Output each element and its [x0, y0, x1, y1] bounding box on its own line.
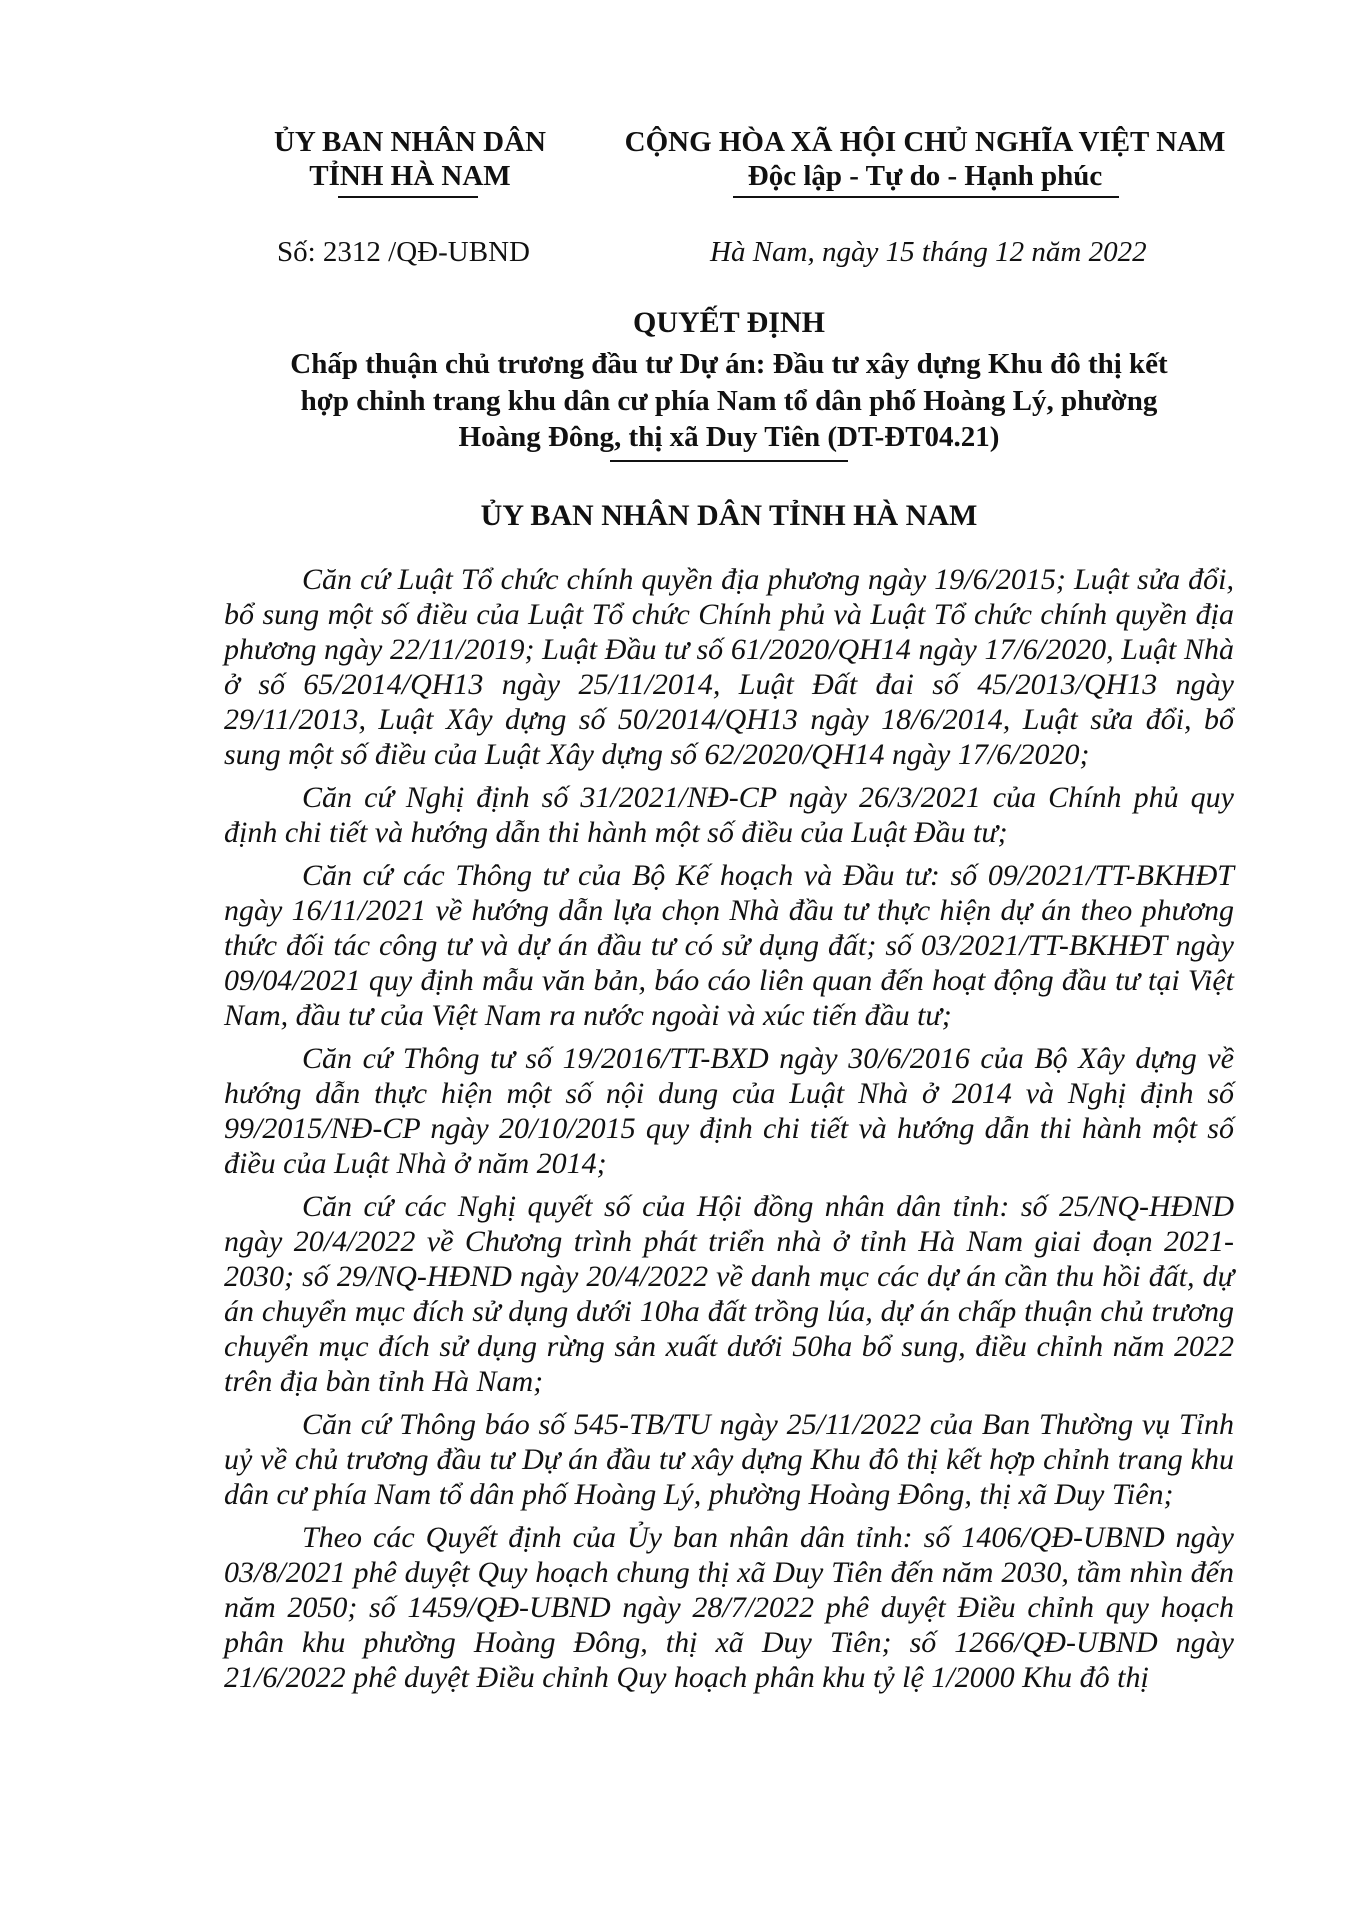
right-header-underline: [733, 196, 1119, 198]
authority-heading: ỦY BAN NHÂN DÂN TỈNH HÀ NAM: [480, 499, 978, 532]
paragraph-legal-basis-2: Căn cứ Nghị định số 31/2021/NĐ-CP ngày 26/3/2021 của Chính phủ quy định chi tiết và hướng dẫn thi hành một số điều của Luật Đầu tư;: [224, 781, 1234, 849]
issuing-province: TỈNH HÀ NAM: [309, 160, 511, 192]
paragraph-legal-basis-5: Căn cứ các Nghị quyết số của Hội đồng nhân dân tỉnh: số 25/NQ-HĐND ngày 20/4/2022 về Chương trình phát triển nhà ở tỉnh Hà Nam giai đoạn 2021-2030; số 29/NQ-HĐND ngày 20/4/2022 về danh mục các dự án cần thu hồi đất, dự án chuyển mục đích sử dụng dưới 10ha đất trồng lúa, dự án chấp thuận chủ trương chuyển mục đích sử dụng rừng sản xuất dưới 50ha bổ sung, điều chỉnh năm 2022 trên địa bàn tỉnh Hà Nam;: [224, 1190, 1234, 1398]
national-motto: Độc lập - Tự do - Hạnh phúc: [747, 160, 1103, 192]
document-number: Số: 2312 /QĐ-UBND: [277, 236, 530, 268]
place-and-date: Hà Nam, ngày 15 tháng 12 năm 2022: [710, 236, 1147, 268]
issuing-authority: ỦY BAN NHÂN DÂN: [273, 126, 546, 158]
paragraph-legal-basis-6: Căn cứ Thông báo số 545-TB/TU ngày 25/11/2022 của Ban Thường vụ Tỉnh uỷ về chủ trương đầu tư Dự án đầu tư xây dựng Khu đô thị kết hợp chỉnh trang khu dân cư phía Nam tổ dân phố Hoàng Lý, phường Hoàng Đông, thị xã Duy Tiên;: [224, 1408, 1234, 1511]
document-body: [224, 562, 1234, 1703]
document-subtitle-line2: hợp chỉnh trang khu dân cư phía Nam tổ dân phố Hoàng Lý, phường: [300, 385, 1158, 417]
paragraph-legal-basis-7: Theo các Quyết định của Ủy ban nhân dân tỉnh: số 1406/QĐ-UBND ngày 03/8/2021 phê duyệt Quy hoạch chung thị xã Duy Tiên đến năm 2030, tầm nhìn đến năm 2050; số 1459/QĐ-UBND ngày 28/7/2022 phê duyệt Điều chỉnh quy hoạch phân khu phường Hoàng Đông, thị xã Duy Tiên; số 1266/QĐ-UBND ngày 21/6/2022 phê duyệt Điều chỉnh Quy hoạch phân khu tỷ lệ 1/2000 Khu đô thị: [224, 1521, 1234, 1694]
paragraph-legal-basis-1: Căn cứ Luật Tổ chức chính quyền địa phương ngày 19/6/2015; Luật sửa đổi, bổ sung một số điều của Luật Tổ chức Chính phủ và Luật Tổ chức chính quyền địa phương ngày 22/11/2019; Luật Đầu tư số 61/2020/QH14 ngày 17/6/2020, Luật Nhà ở số 65/2014/QH13 ngày 25/11/2014, Luật Đất đai số 45/2013/QH13 ngày 29/11/2013, Luật Xây dựng số 50/2014/QH13 ngày 18/6/2014, Luật sửa đổi, bổ sung một số điều của Luật Xây dựng số 62/2020/QH14 ngày 17/6/2020;: [224, 563, 1234, 771]
subtitle-underline: [610, 460, 848, 462]
document-title: QUYẾT ĐỊNH: [633, 306, 825, 339]
paragraph-legal-basis-4: Căn cứ Thông tư số 19/2016/TT-BXD ngày 30/6/2016 của Bộ Xây dựng về hướng dẫn thực hiện một số nội dung của Luật Nhà ở 2014 và Nghị định số 99/2015/NĐ-CP ngày 20/10/2015 quy định chi tiết và hướng dẫn thi hành một số điều của Luật Nhà ở năm 2014;: [224, 1042, 1234, 1180]
document-subtitle-line1: Chấp thuận chủ trương đầu tư Dự án: Đầu tư xây dựng Khu đô thị kết: [290, 348, 1168, 380]
left-header-underline: [338, 196, 478, 198]
document-subtitle-line3: Hoàng Đông, thị xã Duy Tiên (DT-ĐT04.21): [458, 421, 1000, 453]
national-title: CỘNG HÒA XÃ HỘI CHỦ NGHĨA VIỆT NAM: [624, 126, 1226, 158]
paragraph-legal-basis-3: Căn cứ các Thông tư của Bộ Kế hoạch và Đầu tư: số 09/2021/TT-BKHĐT ngày 16/11/2021 về hướng dẫn lựa chọn Nhà đầu tư thực hiện dự án theo phương thức đối tác công tư và dự án đầu tư có sử dụng đất; số 03/2021/TT-BKHĐT ngày 09/04/2021 quy định mẫu văn bản, báo cáo liên quan đến hoạt động đầu tư tại Việt Nam, đầu tư của Việt Nam ra nước ngoài và xúc tiến đầu tư;: [224, 859, 1234, 1032]
